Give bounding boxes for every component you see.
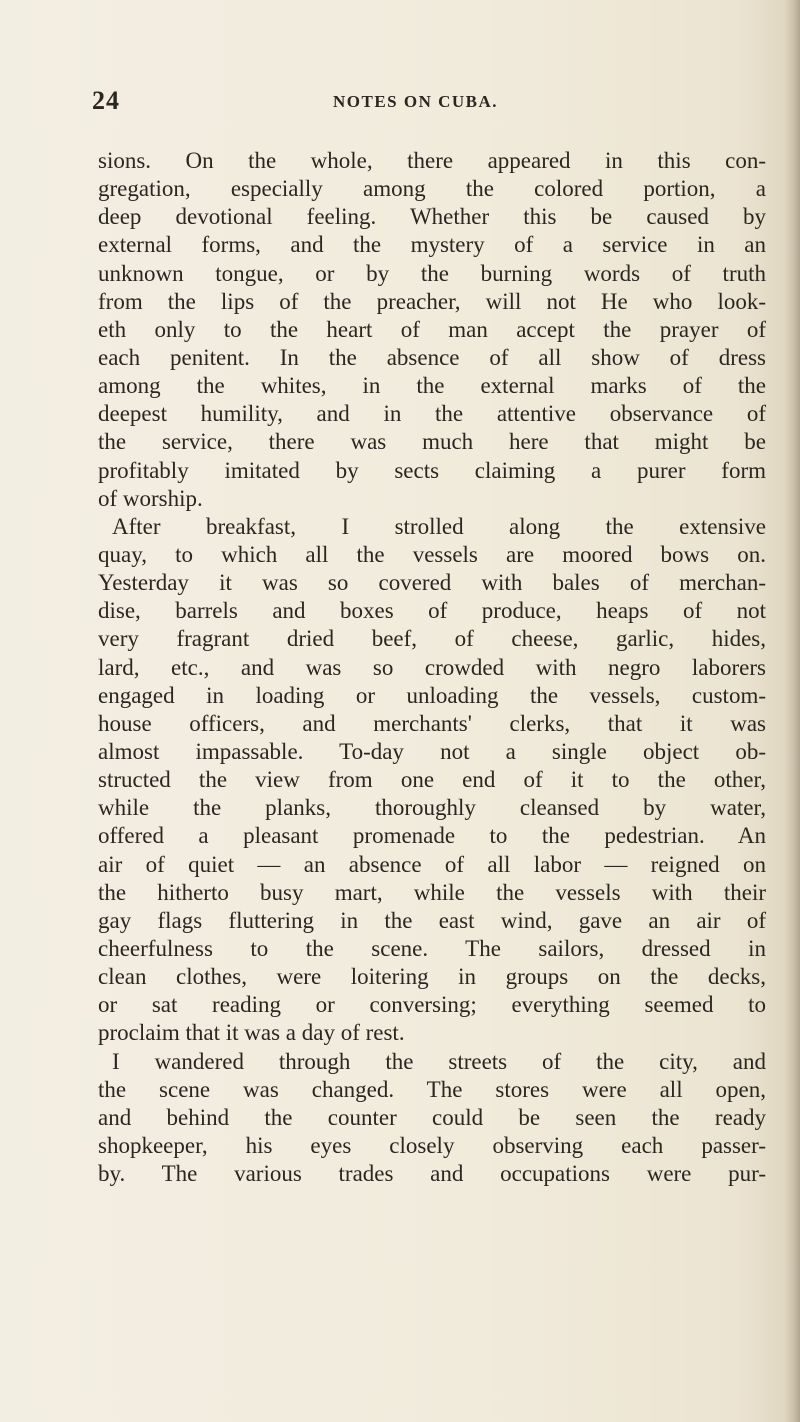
text-line: or sat reading or conversing; everything seemed to [98,992,766,1018]
text-line: eth only to the heart of man accept the prayer of [98,316,766,342]
text-line: the service, there was much here that might be [98,429,766,455]
text-line: deepest humility, and in the attentive observance of [98,401,766,427]
paragraph-end-line: of worship. [98,485,203,511]
text-line: lard, etc., and was so crowded with negro laborers [98,654,766,680]
text-line: engaged in loading or unloading the vessels, custom- [98,682,766,708]
paragraph-first-line: I wandered through the streets of the city, and [112,1048,766,1074]
text-line: the scene was changed. The stores were all open, [98,1076,766,1102]
text-line: Yesterday it was so covered with bales of merchan- [98,570,766,596]
paragraph-end-line: proclaim that it was a day of rest. [98,1020,405,1046]
text-line: unknown tongue, or by the burning words of truth [98,260,766,286]
text-line: air of quiet — an absence of all labor — reigned on [98,851,766,877]
text-line: and behind the counter could be seen the ready [98,1104,766,1130]
text-line: house officers, and merchants' clerks, that it was [98,710,766,736]
text-line: gregation, especially among the colored portion, a [98,176,766,202]
text-line: profitably imitated by sects claiming a purer form [98,457,766,483]
text-line: deep devotional feeling. Whether this be caused by [98,204,766,230]
page-edge-shadow [784,0,800,1422]
text-line: the hitherto busy mart, while the vessels with their [98,879,766,905]
text-line: gay flags fluttering in the east wind, gave an air of [98,907,766,933]
page-number: 24 [92,86,120,115]
text-line: shopkeeper, his eyes closely observing each passer- [98,1132,766,1158]
text-line: while the planks, thoroughly cleansed by water, [98,795,766,821]
paragraph-first-line: After breakfast, I strolled along the extensive [112,513,766,539]
text-line: offered a pleasant promenade to the pedestrian. An [98,823,766,849]
text-line: clean clothes, were loitering in groups on the decks, [98,964,766,990]
text-line: by. The various trades and occupations were pur- [98,1161,766,1187]
text-line: from the lips of the preacher, will not He who look- [98,288,766,314]
body-text [98,147,766,1188]
text-line: sions. On the whole, there appeared in this con- [98,148,766,173]
text-line: very fragrant dried beef, of cheese, garlic, hides, [98,626,766,652]
text-line: external forms, and the mystery of a service in an [98,232,766,258]
text-line: quay, to which all the vessels are moored bows on. [98,541,766,567]
text-line: almost impassable. To-day not a single object ob- [98,738,766,764]
text-line: among the whites, in the external marks of the [98,373,766,399]
running-head: NOTES ON CUBA. [333,92,499,111]
text-line: cheerfulness to the scene. The sailors, dressed in [98,935,766,961]
text-line: each penitent. In the absence of all show of dress [98,344,766,370]
text-line: structed the view from one end of it to the other, [98,767,766,793]
page-header [0,86,800,116]
text-line: dise, barrels and boxes of produce, heaps of not [98,598,766,624]
